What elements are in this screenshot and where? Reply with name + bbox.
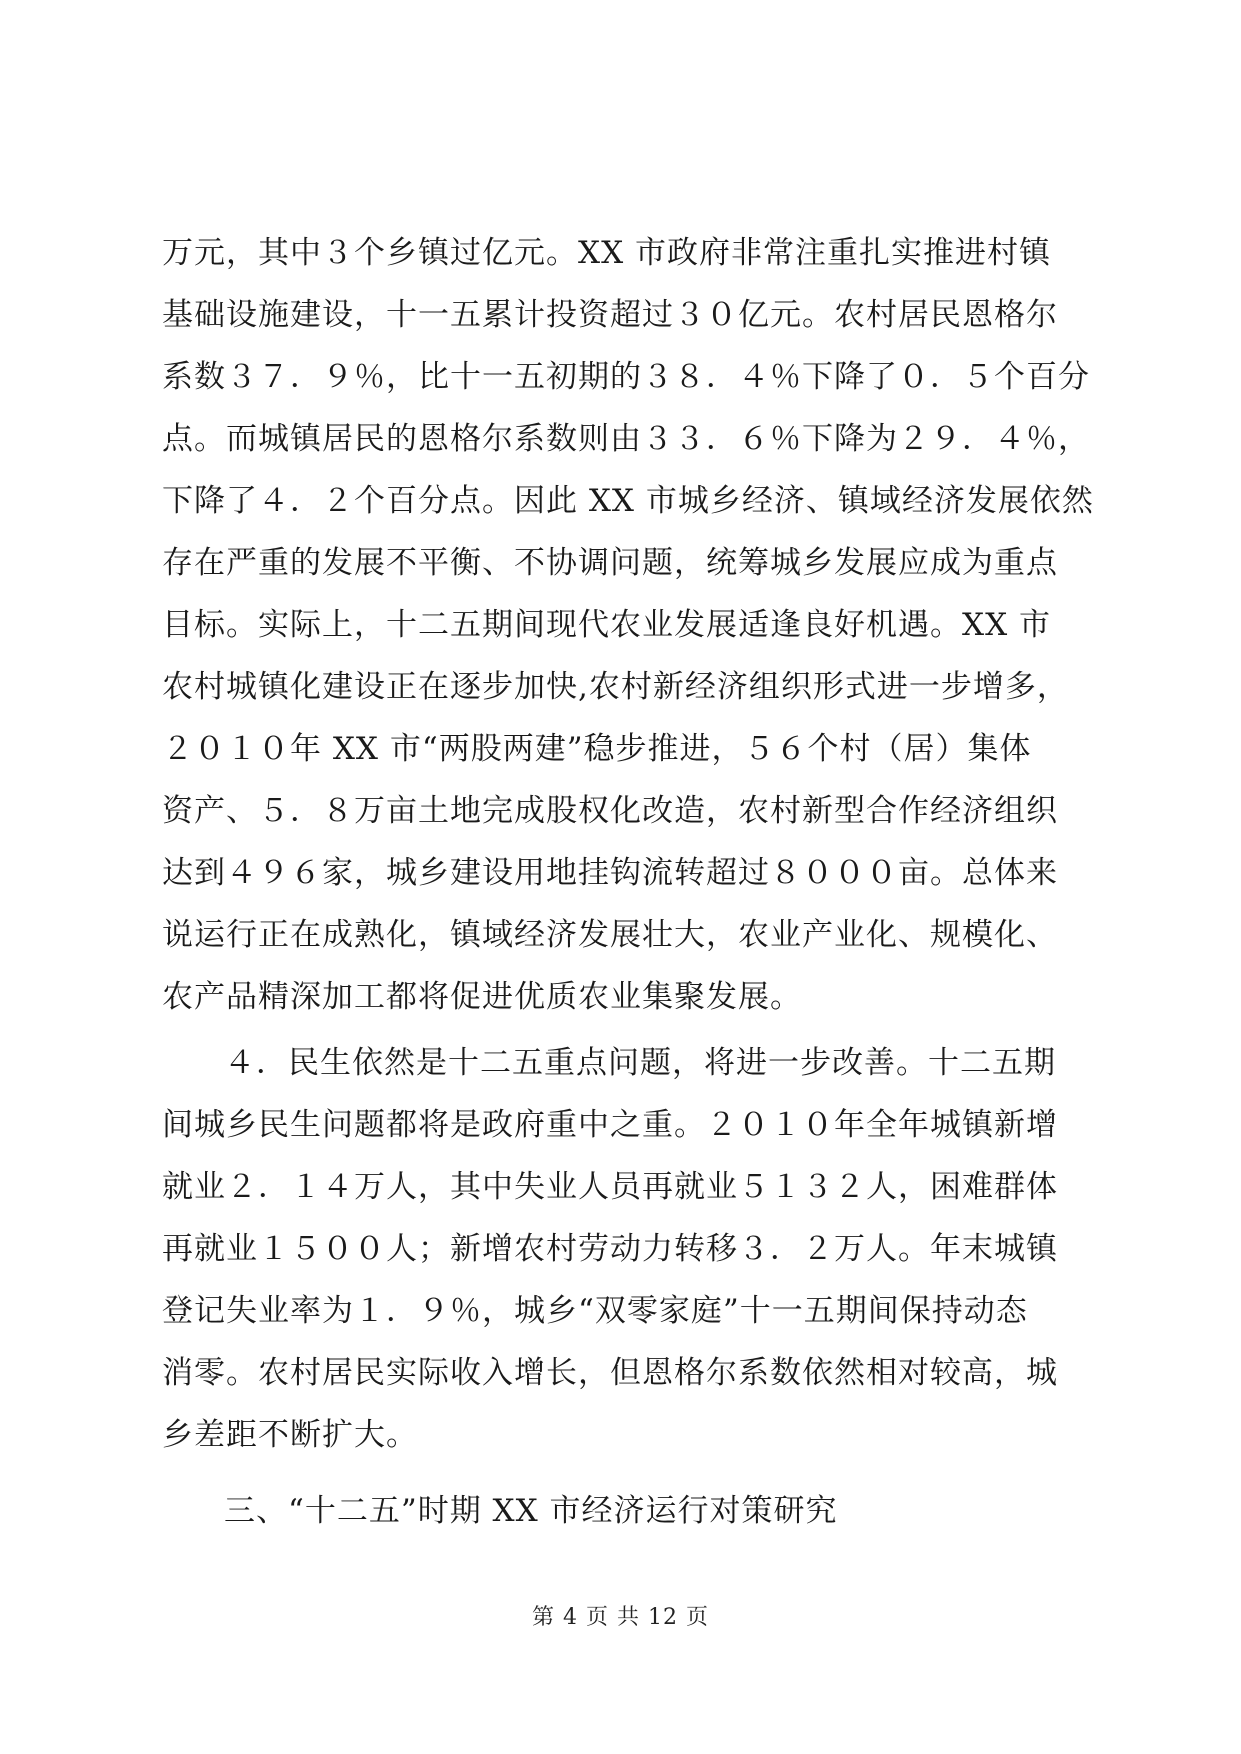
paragraph-line: 就业２．１４万人，其中失业人员再就业５１３２人，困难群体 xyxy=(162,1169,1058,1205)
paragraph-line: 系数３７．９％，比十一五初期的３８．４％下降了０．５个百分 xyxy=(162,359,1090,395)
paragraph-line: 登记失业率为１．９％，城乡“双零家庭”十一五期间保持动态 xyxy=(162,1293,1028,1329)
paragraph-line: 资产、５．８万亩土地完成股权化改造，农村新型合作经济组织 xyxy=(162,793,1058,829)
page-footer xyxy=(0,1600,1241,1631)
paragraph-line: 下降了４．２个百分点。因此 XX 市城乡经济、镇域经济发展依然 xyxy=(162,483,1094,519)
paragraph-line: 万元，其中３个乡镇过亿元。XX 市政府非常注重扎实推进村镇 xyxy=(162,235,1051,271)
paragraph-line: ４．民生依然是十二五重点问题，将进一步改善。十二五期 xyxy=(224,1045,1056,1081)
paragraph-line: 再就业１５００人；新增农村劳动力转移３．２万人。年末城镇 xyxy=(162,1231,1058,1267)
page-number-label: 第 4 页 共 12 页 xyxy=(532,1605,709,1630)
paragraph-line: 达到４９６家，城乡建设用地挂钩流转超过８０００亩。总体来 xyxy=(162,855,1058,891)
paragraph-line: 目标。实际上，十二五期间现代农业发展适逢良好机遇。XX 市 xyxy=(162,607,1051,643)
paragraph-line: 间城乡民生问题都将是政府重中之重。２０１０年全年城镇新增 xyxy=(162,1107,1058,1143)
paragraph-line: 消零。农村居民实际收入增长，但恩格尔系数依然相对较高，城 xyxy=(162,1355,1058,1391)
paragraph-line: ２０１０年 XX 市“两股两建”稳步推进，５６个村（居）集体 xyxy=(162,731,1032,767)
paragraph-line: 农产品精深加工都将促进优质农业集聚发展。 xyxy=(162,979,802,1015)
paragraph-line: 农村城镇化建设正在逐步加快,农村新经济组织形式进一步增多， xyxy=(162,669,1069,705)
body-text xyxy=(162,222,1092,1542)
paragraph-line: 点。而城镇居民的恩格尔系数则由３３．６％下降为２９．４％， xyxy=(162,421,1090,457)
section-heading: 三、“十二五”时期 XX 市经济运行对策研究 xyxy=(224,1493,838,1529)
paragraph-line: 存在严重的发展不平衡、不协调问题，统筹城乡发展应成为重点 xyxy=(162,545,1058,581)
paragraph-line: 基础设施建设，十一五累计投资超过３０亿元。农村居民恩格尔 xyxy=(162,297,1058,333)
paragraph-line: 说运行正在成熟化，镇域经济发展壮大，农业产业化、规模化、 xyxy=(162,917,1058,953)
paragraph-line: 乡差距不断扩大。 xyxy=(162,1417,418,1453)
